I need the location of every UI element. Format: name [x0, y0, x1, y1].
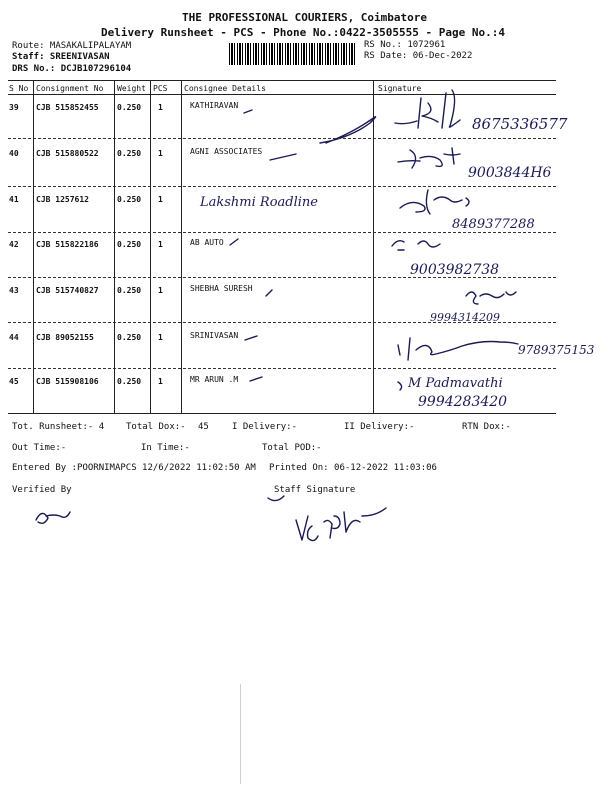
- row-weight: 0.250: [117, 286, 142, 295]
- row-consignee: MR ARUN .M: [190, 375, 239, 384]
- row-weight: 0.250: [117, 195, 142, 204]
- row-weight: 0.250: [117, 240, 142, 249]
- tot-runsheet: Tot. Runsheet:- 4: [12, 422, 105, 432]
- row-consignment: CJB 1257612: [36, 195, 89, 204]
- col-header-signature: Signature: [378, 84, 422, 93]
- col-header-weight: Weight: [117, 84, 146, 93]
- row-consignee: AGNI ASSOCIATES: [190, 147, 263, 156]
- entered-by: Entered By :POORNIMAPCS 12/6/2022 11:02:50 AM: [12, 463, 256, 473]
- row-consignment: CJB 515822186: [36, 240, 99, 249]
- handwritten-note: M Padmavathi: [408, 376, 503, 391]
- company-title: THE PROFESSIONAL COURIERS, Coimbatore: [182, 11, 428, 24]
- i-delivery: I Delivery:-: [232, 422, 298, 432]
- row-sno: 45: [9, 377, 19, 386]
- handwritten-phone: 8489377288: [452, 217, 535, 232]
- drs-label: DRS No.: DCJB107296104: [12, 64, 132, 74]
- row-sno: 40: [9, 149, 19, 158]
- row-pcs: 1: [158, 286, 163, 295]
- handwritten-phone: 9003844H6: [468, 165, 552, 181]
- row-consignee: SRINIVASAN: [190, 331, 239, 340]
- row-pcs: 1: [158, 333, 163, 342]
- rs-number: RS No.: 1072961: [364, 40, 446, 50]
- route-label: Route: MASAKALIPALAYAM: [12, 41, 132, 51]
- col-header-consignment: Consignment No: [36, 84, 104, 93]
- row-sno: 43: [9, 286, 19, 295]
- scan-artifact-line: [240, 684, 241, 784]
- ii-delivery: II Delivery:-: [344, 422, 415, 432]
- col-header-pcs: PCS: [153, 84, 168, 93]
- row-sno: 39: [9, 103, 19, 112]
- staff-label: Staff: SREENIVASAN: [12, 52, 110, 62]
- row-pcs: 1: [158, 103, 163, 112]
- row-sno: 41: [9, 195, 19, 204]
- row-consignment: CJB 515908106: [36, 377, 99, 386]
- row-consignee: AB AUTO: [190, 238, 224, 247]
- handwritten-phone: 9994314209: [430, 311, 500, 324]
- row-consignment: CJB 515852455: [36, 103, 99, 112]
- row-sno: 44: [9, 333, 19, 342]
- row-weight: 0.250: [117, 103, 142, 112]
- runsheet-subtitle: Delivery Runsheet - PCS - Phone No.:0422-3505555 - Page No.:4: [101, 26, 505, 39]
- row-consignment: CJB 515880522: [36, 149, 99, 158]
- row-consignment: CJB 89052155: [36, 333, 94, 342]
- handwritten-phone: 9994283420: [418, 394, 508, 410]
- col-header-sno: S No: [9, 84, 29, 93]
- row-pcs: 1: [158, 240, 163, 249]
- row-pcs: 1: [158, 149, 163, 158]
- row-weight: 0.250: [117, 149, 142, 158]
- verified-by-label: Verified By: [12, 485, 72, 495]
- row-consignee: SHEBHA SURESH: [190, 284, 253, 293]
- out-time: Out Time:-: [12, 443, 67, 453]
- row-consignment: CJB 515740827: [36, 286, 99, 295]
- rs-date: RS Date: 06-Dec-2022: [364, 51, 473, 61]
- printed-on: Printed On: 06-12-2022 11:03:06: [269, 463, 437, 473]
- staff-signature-label: Staff Signature: [274, 485, 356, 495]
- row-pcs: 1: [158, 195, 163, 204]
- row-sno: 42: [9, 240, 19, 249]
- handwritten-consignee: Lakshmi Roadline: [200, 195, 318, 210]
- col-header-consignee: Consignee Details: [184, 84, 266, 93]
- handwritten-phone: 9003982738: [410, 262, 500, 278]
- total-pod: Total POD:-: [262, 443, 322, 453]
- handwritten-phone: 9789375153: [518, 343, 595, 357]
- total-dox-label: Total Dox:-: [126, 422, 186, 432]
- rtn-dox: RTN Dox:-: [462, 422, 511, 432]
- handwritten-phone: 8675336577: [472, 115, 568, 133]
- row-pcs: 1: [158, 377, 163, 386]
- in-time: In Time:-: [141, 443, 190, 453]
- total-dox-value: 45: [198, 422, 209, 432]
- row-weight: 0.250: [117, 333, 142, 342]
- row-consignee: KATHIRAVAN: [190, 101, 239, 110]
- row-weight: 0.250: [117, 377, 142, 386]
